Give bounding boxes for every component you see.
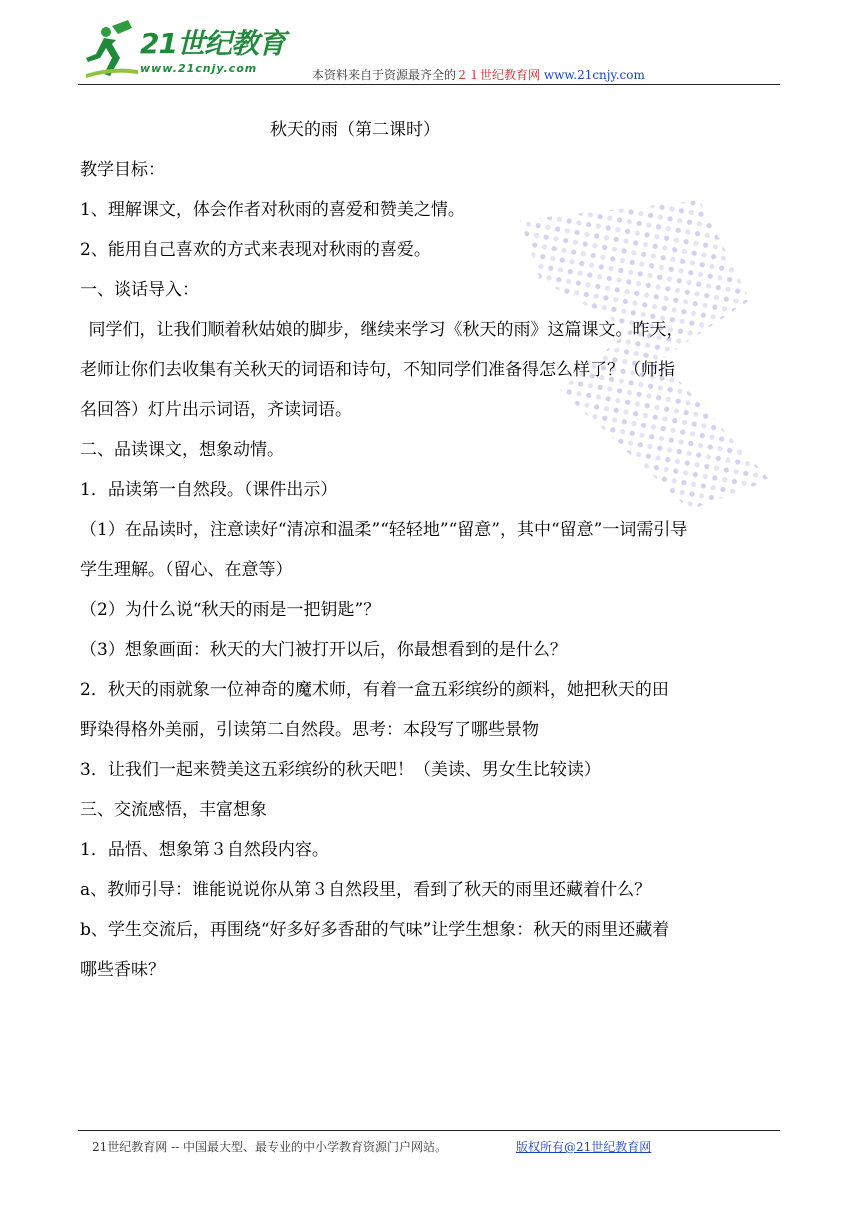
doc-line: （3）想象画面：秋天的大门被打开以后，你最想看到的是什么？	[80, 640, 567, 660]
doc-line: 老师让你们去收集有关秋天的词语和诗句，不知同学们准备得怎么样了？（师指	[80, 360, 675, 380]
document-body	[80, 110, 780, 990]
logo-wordmark: 21世纪教育	[140, 27, 285, 60]
tagline-url[interactable]: www.21cnjy.com	[543, 68, 645, 82]
doc-line: （2）为什么说“秋天的雨是一把钥匙”？	[80, 600, 381, 620]
copyright-link[interactable]: 版权所有@21世纪教育网	[516, 1140, 652, 1154]
tagline-prefix: 本资料来自于资源最齐全的	[312, 68, 457, 82]
doc-line: 3．让我们一起来赞美这五彩缤纷的秋天吧！（美读、男女生比较读）	[80, 760, 601, 780]
doc-line: 教学目标：	[80, 160, 165, 180]
doc-line: 1．品读第一自然段。（课件出示）	[80, 480, 338, 500]
doc-line: 同学们，让我们顺着秋姑娘的脚步，继续来学习《秋天的雨》这篇课文。昨天，	[88, 320, 684, 340]
page-header	[0, 0, 860, 90]
runner-logo-icon	[82, 18, 142, 82]
doc-line: 学生理解。（留心、在意等）	[80, 560, 293, 580]
doc-line: 名回答）灯片出示词语，齐读词语。	[80, 400, 352, 420]
site-logo[interactable]	[82, 18, 302, 82]
header-tagline	[312, 66, 645, 83]
header-divider	[78, 84, 780, 85]
doc-line: 1、理解课文，体会作者对秋雨的喜爱和赞美之情。	[80, 200, 465, 220]
footer-text: 21世纪教育网 -- 中国最大型、最专业的中小学教育资源门户网站。	[92, 1140, 448, 1154]
document-title: 秋天的雨（第二课时）	[270, 120, 440, 140]
doc-line: 哪些香味？	[80, 960, 165, 980]
doc-line: 2、能用自己喜欢的方式来表现对秋雨的喜爱。	[80, 240, 431, 260]
doc-line: 野染得格外美丽，引读第二自然段。思考：本段写了哪些景物	[80, 720, 539, 740]
doc-line: a、教师引导：谁能说说你从第３自然段里，看到了秋天的雨里还藏着什么？	[80, 880, 652, 900]
doc-line: 二、品读课文，想象动情。	[80, 440, 284, 460]
doc-line: （1）在品读时，注意读好“清凉和温柔”“轻轻地”“留意”，其中“留意”一词需引导	[80, 520, 688, 540]
logo-url: www.21cnjy.com	[140, 62, 258, 75]
footer-divider	[78, 1130, 780, 1131]
doc-line: 2．秋天的雨就象一位神奇的魔术师，有着一盒五彩缤纷的颜料，她把秋天的田	[80, 680, 669, 700]
doc-line: 1．品悟、想象第３自然段内容。	[80, 840, 329, 860]
tagline-brand[interactable]: ２１世纪教育网	[456, 68, 541, 82]
doc-line: b、学生交流后，再围绕“好多好多香甜的气味”让学生想象：秋天的雨里还藏着	[80, 920, 670, 940]
doc-line: 一、谈话导入：	[80, 280, 199, 300]
doc-line: 三、交流感悟，丰富想象	[80, 800, 267, 820]
